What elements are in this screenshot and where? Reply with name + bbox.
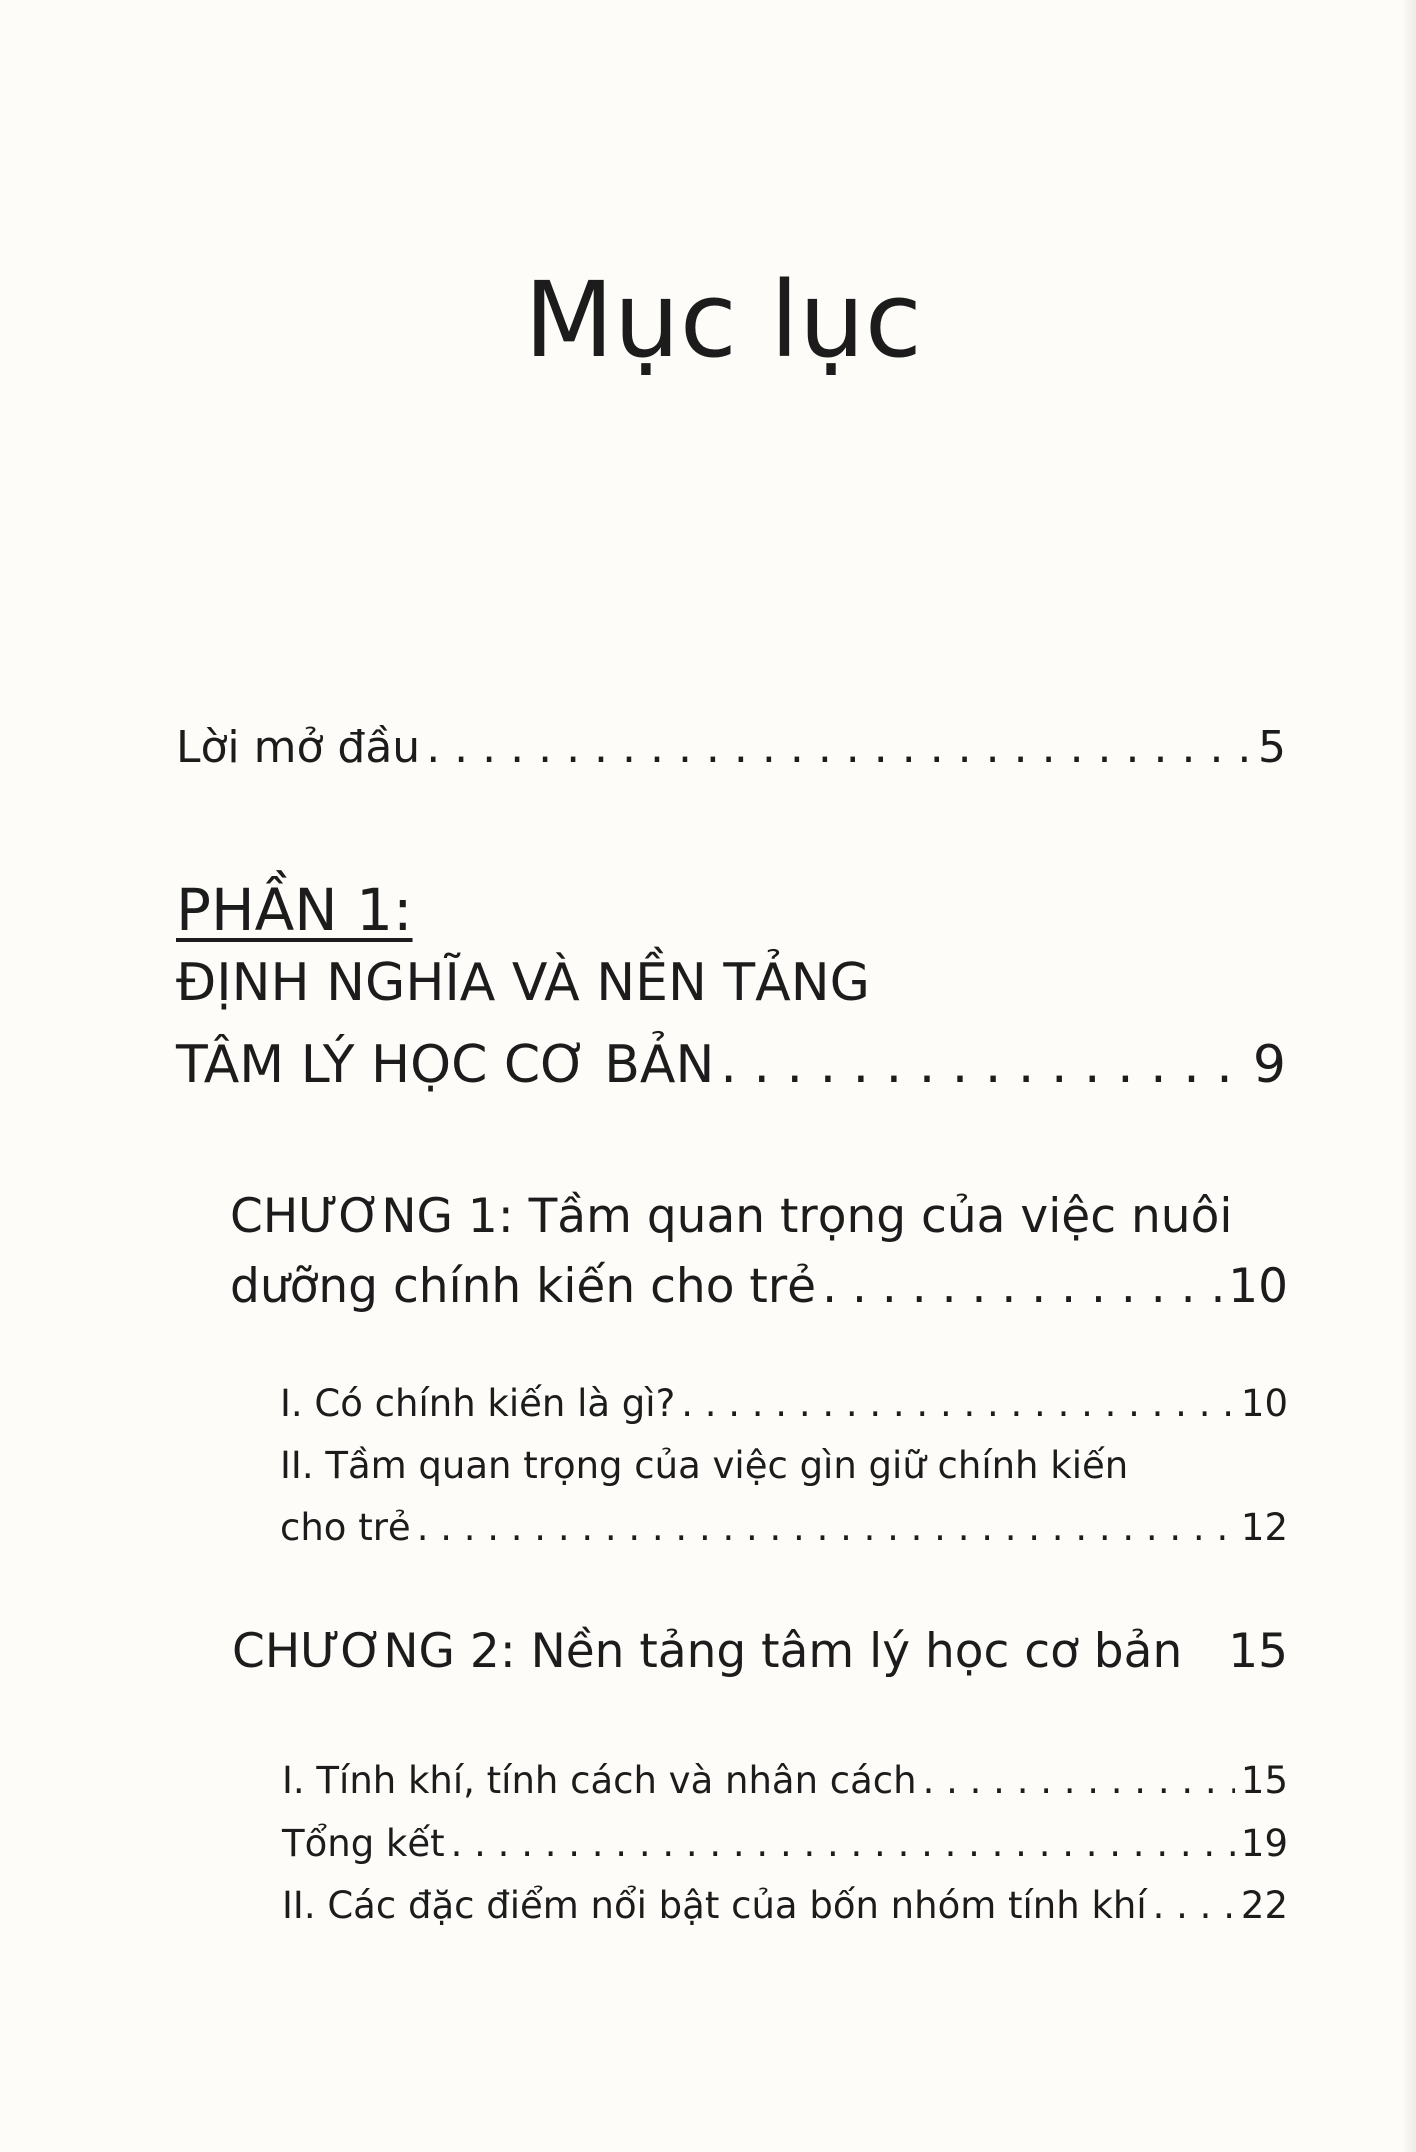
dot-leader (451, 1818, 1235, 1870)
dot-leader (822, 1255, 1222, 1319)
toc-entry-page: 5 (1258, 722, 1286, 773)
toc-entry-page: 10 (1228, 1259, 1288, 1314)
part-title-line-2: TÂM LÝ HỌC CƠ BẢN (176, 1035, 715, 1095)
toc-entry-intro[interactable] (176, 718, 1286, 778)
toc-entry-label: Tổng kết (282, 1822, 445, 1865)
chapter-1-title-line-1: CHƯƠNG 1: Tầm quan trọng của việc nuôi (230, 1189, 1233, 1244)
toc-entry-page: 10 (1240, 1382, 1288, 1425)
toc-entry-page: 9 (1252, 1035, 1286, 1095)
part-heading: PHẦN 1: (176, 876, 413, 944)
toc-entry-page: 15 (1228, 1624, 1288, 1679)
toc-entry-section[interactable] (282, 1818, 1288, 1870)
toc-entry-page: 22 (1240, 1884, 1288, 1927)
toc-entry-page: 19 (1240, 1822, 1288, 1865)
toc-entry-section[interactable] (282, 1755, 1288, 1807)
toc-entry-label: I. Tính khí, tính cách và nhân cách (282, 1759, 917, 1802)
toc-entry-part-1[interactable] (176, 1030, 1286, 1100)
section-title-line-1: II. Tầm quan trọng của việc gìn giữ chính kiến (280, 1444, 1129, 1487)
toc-entry-section[interactable] (280, 1378, 1288, 1430)
page-title: Mục lục (524, 259, 922, 381)
toc-entry-label: I. Có chính kiến là gì? (280, 1382, 676, 1425)
dot-leader (417, 1502, 1235, 1554)
chapter-1-title-line-2: dưỡng chính kiến cho trẻ (230, 1259, 817, 1314)
toc-entry-label: Lời mở đầu (176, 722, 421, 773)
dot-leader (681, 1378, 1235, 1430)
dot-leader (1153, 1880, 1235, 1932)
section-title-line-2: cho trẻ (280, 1506, 411, 1549)
part-title-line-1: ĐỊNH NGHĨA VÀ NỀN TẢNG (176, 953, 870, 1013)
toc-entry-chapter-2[interactable] (232, 1620, 1288, 1684)
toc-entry-chapter-1[interactable] (230, 1255, 1288, 1319)
toc-entry-page: 15 (1240, 1759, 1288, 1802)
toc-entry-section[interactable] (280, 1502, 1288, 1554)
dot-leader (923, 1755, 1235, 1807)
toc-entry-label: II. Các đặc điểm nổi bật của bốn nhóm tính khí (282, 1884, 1147, 1927)
toc-entry-section[interactable] (282, 1880, 1288, 1932)
dot-leader (720, 1030, 1247, 1100)
toc-entry-label: CHƯƠNG 2: Nền tảng tâm lý học cơ bản (232, 1624, 1183, 1679)
toc-entry-page: 12 (1240, 1506, 1288, 1549)
dot-leader (426, 718, 1252, 778)
